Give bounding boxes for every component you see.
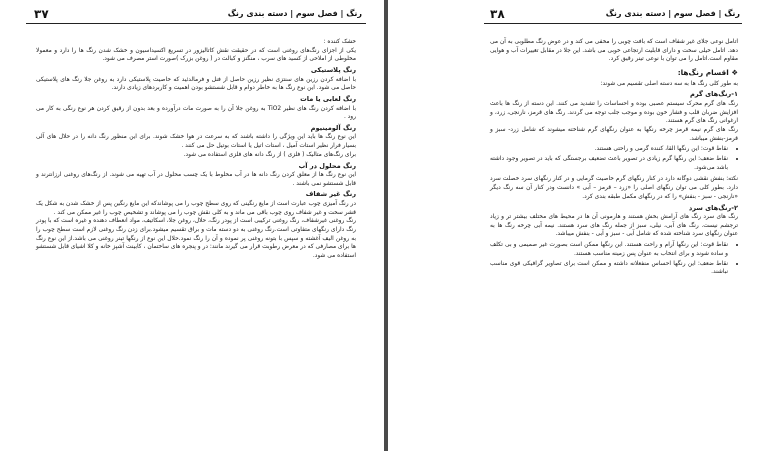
section-heading: رنگ غیر شفاف [305,190,356,199]
main-intro: به طور کلی رنگ ها به سه دسته اصلی تقسیم می شوند: [600,80,738,87]
text-line: از رقیق کردن هر نوع رنگی به کار می رود . [36,105,356,121]
text-line: این نوع رنگ ها از معلق کردن رنگ دانه ها در آب مخلوط با یک چسب محلول در آب تهیه [136,172,357,179]
text-line: ارغوانی رنگ های گرم هستند. [665,118,738,125]
page-number: ۳۷ [34,7,49,21]
text-line: و به کلی نقش چوب را می پوشاند و تشخیص چوب را غیر ممکن می کند . [53,209,234,216]
text-line: نکته: بنفش نقشی دوگانه دارد در کنار رنگهای گرم خاصیت گرمایی و در کنار رنگهای سرد [521,176,739,183]
text-line: میباشد. [555,231,574,238]
group-heading-warm: ۱-رنگ‌های گرم [690,90,738,99]
section-paragraph [36,200,356,261]
text-line: مواد انعطاف دهنده و غیره است که با پودر رنگ دارای رنگهای متفاوتی است.رنگ روغنی [36,218,357,234]
list-item: • نقاط قوت: این رنگها آرام و راحت هستند. این رنگها ممکن است بصورت غیر صمیمی و بی تکلف و ساده شوند و برای انتخاب به عنوان پس زمینه مناسب هستند. [490,241,728,258]
text-line: پنجره های ساختمان ، کابینت آشپز خانه و کلا اشیای قابل شستشو استفاده می شود. [36,244,356,260]
section-heading: رنگ لعابی یا مات [300,95,356,104]
text-line: تر و زیاد ترجشم نیست. رنگ های آبی، نیلی، سبز از جمله رنگ های سرد هستند. [490,214,739,229]
page-body [36,38,356,263]
group-paragraph [490,100,738,144]
list-item: • نقاط قوت: این رنگها القا، کننده گرمی و راحتی هستند. [490,145,728,154]
bullet-list [490,145,738,172]
bullet-list [490,241,738,277]
list-item: • نقاط ضعف: این رنگها گرم زیادی در تصویر باعث تضعیف برجستگی که باید در تصویر وجود داشته باشد می‌شود. [490,155,728,172]
text-line: در رنگ آمیزی چوب عبارت است از مایع رنگینی که روی سطح چوب را می پوشاندکه این [141,200,357,207]
section-heading: رنگ آلومینیوم [310,123,356,132]
page-right [388,0,768,451]
text-line: شستشو بودن اهمیت و کاربردهای زیادی دارند. [111,85,225,92]
text-line: خشک کننده : [323,39,356,45]
section-heading: رنگ پلاستیکی [310,66,356,75]
text-line: این نوع رنگ ها باید این ویژگی را داشته باشند که به سرعت در هوا خشک شوند. برای این [129,134,356,141]
text-line: رنگ روغنی غیرشفاف، رنگ روغنی ترکیبی است از پودر رنگ، حلال، روغن جلا، اسکاتیف، [141,218,357,225]
page-body [490,38,738,280]
text-line: با اضافه کردن رنگ های نظیر TiO2 به روغن جلا آن را به صورت مات درآورده و بعد بدون [133,105,356,112]
text-line: ( روغن بزرک )صورت استر مصرف می شود. [102,56,213,63]
text-line: تغییرات آب و هوایی مقاوم است.اتامل را می توان با نوعی تینر رقیق کرد. [490,47,738,63]
section-paragraph [36,76,356,93]
section-paragraph [36,133,356,159]
text-line: رنگ های گرم نیمه قرمز چرخه رنگها به عنوان رنگهای گرم شناخته میشوند که شامل زرد- [508,126,739,133]
text-line: می شوند. از رنگ‌های روغنی ارزانترند و قابل شستشو نمی باشند . [36,172,356,187]
text-line: مایع رنگین پس از خشک شدن به شکل یک قشر سخت و غیر شفاف روی چوب باقی می ماند [36,200,356,216]
running-header: رنگ | فصل سوم | دسته بندی رنگ [227,9,362,18]
text-line: دارد به روغن جلا رنگ های پلاستیکی حاصل می شود. این نوع رنگ ها به خاطر دوام و قابل [36,76,356,92]
text-line: بوتیل حل می کنند . [181,143,229,150]
text-line: الیف آغشته و سپس با بتونه روغنی پر نموده و آن را رنگ نمود.حلال این نوع از رنگها تینر [115,235,334,242]
section-paragraph [36,171,356,188]
text-line: خشک شدن رنگ ها را دارد و معمولا مخلوطی از املاحی از کسید های سرب ، منگنز و کبالت در [36,47,356,63]
intro-paragraph [36,38,356,64]
text-line: به آن می دهد. اتامل خیلی سخت و دارای قابلیت ارتجاعی خوبی می باشد. این جلا در مقابل [490,39,739,54]
group-heading-cold: ۲-رنگ‌های سرد [688,203,738,212]
note-paragraph [490,175,738,201]
text-line: خصلت سرد دارد. بطور کلی می توان رنگهای اصلی را «زرد – قرمز – آبی » دانست ودر کنار [490,176,738,192]
text-line: منظور رنگ دانه را در حلال های آلی بسیار فرار نظیر استات آمیل ، استات اتیل یا استات [36,134,356,150]
section-heading: رنگ محلول در آب [298,161,356,170]
page-header [484,7,742,24]
running-header: رنگ | فصل سوم | دسته بندی رنگ [605,9,740,18]
group-paragraph [490,213,738,239]
text-line: به دو دسته مات و براق تقسیم میشود.برای زدن رنگ روغنی لازم است سطح چوب را به روغن [36,227,356,242]
text-line: با اضافه کردن رزین های سنتزی نظیر رزین حاصل از فنل و فرمالدئید که خاصیت پلاستیکی [128,76,357,83]
text-line: یکی از اجزای رنگ‌های روغنی است که در حقیقت نقش کاتالیزور در تسریع اکسیداسیون و [130,47,357,54]
text-line: نیمه آبی چرخه رنگ ها به عنوان رنگهای سرد شناخته شده که شامل آبی - سبز و آبی - بنفش [490,222,738,238]
page-number: ۳۸ [490,7,505,21]
text-line: آن سه رنگ دیگر «نارنجی - سبز - بنفش» را که در رنگهای مکمل طبقه بندی کرد. [490,185,738,200]
text-line: روغنی می باشد.از این نوع رنگ ها برای مصارفی که در معرض رطوبت قرار می گیرند مانند: در و [36,235,356,251]
list-item: • نقاط ضعف: این رنگها احساس منفعلانه داشته و ممکن است برای تصاویر گرافیکی قوی مناسب نباشند. [490,260,728,277]
text-line: اتامل نوعی جلای غیر شفاف است که بافت چوبی را مخفی می کند و در عوض رنگ مطلوبی [514,39,738,45]
text-line: سبز و قرمز-بنفش میباشد. [490,126,738,142]
text-line: باعث افزایش ضربان قلب و فشار خون بوده و موجب جلب توجه می گردند. رنگ های قرمز، نارنجی، زرد، و [490,100,738,116]
main-heading: ❖ اقسام رنگ‌ها: [677,68,738,78]
intro-paragraph [490,38,738,64]
page-header [26,7,366,24]
text-line: برای رنگ‌های متالیک ( فلزی ) از رنگ دانه های فلزی استفاده می شود. [183,151,356,158]
section-paragraph [36,105,356,122]
text-line: رنگ های سرد رنگ های آرامش بخش هستند و هارمونی آن ها در محیط های مختلف بیشتر [513,214,738,221]
text-line: رنگ های گرم محرک سیستم عصبی بوده و احساسات را تشدید می کنند. این دسته از رنگ ها [505,100,738,107]
